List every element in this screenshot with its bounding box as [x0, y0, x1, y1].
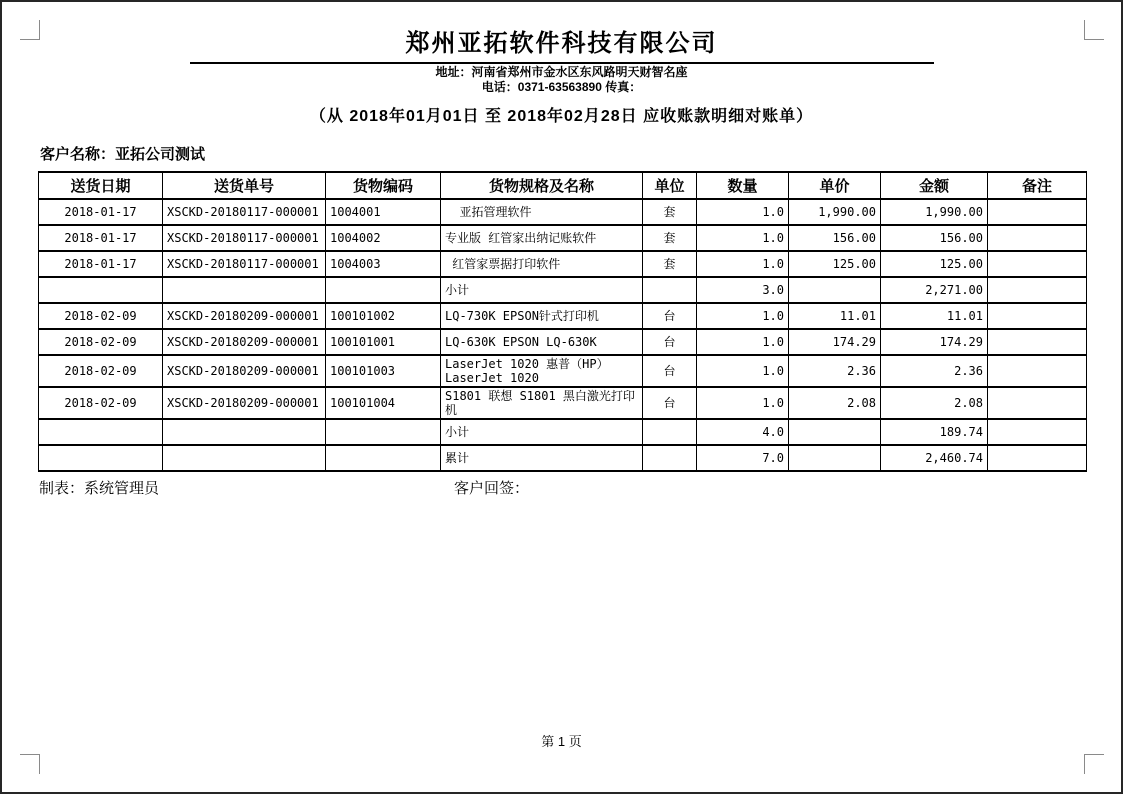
table-body	[39, 199, 1087, 471]
cell-delivery-date: 2018-01-17	[39, 225, 163, 251]
cell-unit-price: 156.00	[789, 225, 881, 251]
cell-unit: 台	[643, 329, 697, 355]
cell-item-name: LaserJet 1020 惠普（HP）LaserJet 1020	[441, 355, 643, 387]
cell-delivery-no	[163, 277, 326, 303]
cell-delivery-date: 2018-02-09	[39, 329, 163, 355]
cell-item-code	[326, 445, 441, 471]
cell-qty: 3.0	[697, 277, 789, 303]
table-row	[39, 199, 1087, 225]
cell-remark	[988, 387, 1087, 419]
cell-amount: 2,271.00	[881, 277, 988, 303]
company-name: 郑州亚拓软件科技有限公司	[405, 31, 718, 57]
cell-remark	[988, 199, 1087, 225]
cell-delivery-date	[39, 277, 163, 303]
margin-crop-mark-bottom-left	[20, 754, 40, 774]
cell-unit: 套	[643, 225, 697, 251]
table-row	[39, 355, 1087, 387]
cell-amount: 189.74	[881, 419, 988, 445]
cell-item-name: 小计	[441, 277, 643, 303]
cell-amount: 11.01	[881, 303, 988, 329]
cell-amount: 2,460.74	[881, 445, 988, 471]
cell-item-code: 100101004	[326, 387, 441, 419]
cell-item-name: 小计	[441, 419, 643, 445]
column-header-item-code: 货物编码	[326, 172, 441, 199]
cell-remark	[988, 303, 1087, 329]
cell-unit: 套	[643, 251, 697, 277]
cell-unit-price	[789, 277, 881, 303]
statement-title: （从 2018年01月01日 至 2018年02月28日 应收账款明细对账单）	[309, 108, 814, 125]
page-number: 第 1 页	[541, 734, 582, 749]
cell-unit	[643, 445, 697, 471]
cell-amount: 156.00	[881, 225, 988, 251]
cell-qty: 1.0	[697, 387, 789, 419]
cell-delivery-date: 2018-02-09	[39, 387, 163, 419]
cell-qty: 7.0	[697, 445, 789, 471]
column-header-unit: 单位	[643, 172, 697, 199]
cell-qty: 1.0	[697, 199, 789, 225]
customer-sign-label: 客户回签：	[454, 480, 530, 497]
preparer-label: 制表：系统管理员	[39, 480, 160, 497]
column-header-delivery-date: 送货日期	[39, 172, 163, 199]
cell-item-code: 100101001	[326, 329, 441, 355]
cell-delivery-no	[163, 419, 326, 445]
margin-crop-mark-top-left	[20, 20, 40, 40]
cell-remark	[988, 419, 1087, 445]
cell-remark	[988, 445, 1087, 471]
table-row	[39, 251, 1087, 277]
cell-delivery-no	[163, 445, 326, 471]
column-header-unit-price: 单价	[789, 172, 881, 199]
cell-remark	[988, 225, 1087, 251]
cell-unit-price: 11.01	[789, 303, 881, 329]
cell-delivery-date: 2018-01-17	[39, 251, 163, 277]
statement-table	[38, 171, 1087, 472]
cell-delivery-no: XSCKD-20180209-000001	[163, 387, 326, 419]
cell-qty: 1.0	[697, 303, 789, 329]
margin-crop-mark-bottom-right	[1084, 754, 1104, 774]
table-row	[39, 387, 1087, 419]
cell-item-name: 红管家票据打印软件	[441, 251, 643, 277]
table-row	[39, 303, 1087, 329]
cell-unit: 台	[643, 303, 697, 329]
cell-item-code: 1004002	[326, 225, 441, 251]
cell-item-code	[326, 419, 441, 445]
cell-qty: 1.0	[697, 329, 789, 355]
table-row	[39, 329, 1087, 355]
cell-item-name: 亚拓管理软件	[441, 199, 643, 225]
cell-remark	[988, 329, 1087, 355]
column-header-amount: 金额	[881, 172, 988, 199]
title-underline	[190, 62, 934, 64]
cell-unit-price: 174.29	[789, 329, 881, 355]
table-row	[39, 445, 1087, 471]
cell-amount: 174.29	[881, 329, 988, 355]
cell-amount: 2.08	[881, 387, 988, 419]
cell-item-name: 累计	[441, 445, 643, 471]
cell-item-name: S1801 联想 S1801 黑白激光打印机	[441, 387, 643, 419]
cell-unit: 套	[643, 199, 697, 225]
cell-item-name: LQ-730K EPSON针式打印机	[441, 303, 643, 329]
cell-delivery-date: 2018-01-17	[39, 199, 163, 225]
document-body	[2, 2, 1121, 497]
cell-unit	[643, 419, 697, 445]
cell-unit-price: 2.36	[789, 355, 881, 387]
cell-qty: 1.0	[697, 225, 789, 251]
column-header-qty: 数量	[697, 172, 789, 199]
column-header-remark: 备注	[988, 172, 1087, 199]
header-row	[39, 172, 1087, 199]
cell-unit: 台	[643, 355, 697, 387]
margin-crop-mark-top-right	[1084, 20, 1104, 40]
cell-amount: 1,990.00	[881, 199, 988, 225]
cell-delivery-no: XSCKD-20180117-000001	[163, 199, 326, 225]
cell-delivery-no: XSCKD-20180209-000001	[163, 303, 326, 329]
cell-item-name: 专业版 红管家出纳记账软件	[441, 225, 643, 251]
cell-delivery-no: XSCKD-20180117-000001	[163, 251, 326, 277]
cell-delivery-date	[39, 445, 163, 471]
customer-name: 客户名称：亚拓公司测试	[40, 146, 206, 163]
cell-unit: 台	[643, 387, 697, 419]
cell-unit-price: 125.00	[789, 251, 881, 277]
cell-delivery-no: XSCKD-20180117-000001	[163, 225, 326, 251]
cell-qty: 1.0	[697, 355, 789, 387]
table-header	[39, 172, 1087, 199]
phone-fax-line: 电话：0371-63563890 传真：	[481, 80, 642, 94]
cell-item-name: LQ-630K EPSON LQ-630K	[441, 329, 643, 355]
cell-unit-price: 1,990.00	[789, 199, 881, 225]
cell-remark	[988, 277, 1087, 303]
cell-delivery-date	[39, 419, 163, 445]
cell-unit	[643, 277, 697, 303]
cell-qty: 1.0	[697, 251, 789, 277]
cell-remark	[988, 251, 1087, 277]
cell-item-code: 100101003	[326, 355, 441, 387]
cell-item-code	[326, 277, 441, 303]
cell-unit-price: 2.08	[789, 387, 881, 419]
table-row	[39, 225, 1087, 251]
column-header-delivery-no: 送货单号	[163, 172, 326, 199]
cell-qty: 4.0	[697, 419, 789, 445]
footer-row	[2, 477, 1121, 497]
cell-amount: 125.00	[881, 251, 988, 277]
cell-delivery-date: 2018-02-09	[39, 303, 163, 329]
table-row	[39, 277, 1087, 303]
cell-unit-price	[789, 445, 881, 471]
cell-item-code: 1004001	[326, 199, 441, 225]
column-header-item-name: 货物规格及名称	[441, 172, 643, 199]
cell-amount: 2.36	[881, 355, 988, 387]
table-row	[39, 419, 1087, 445]
cell-unit-price	[789, 419, 881, 445]
cell-delivery-no: XSCKD-20180209-000001	[163, 329, 326, 355]
cell-delivery-no: XSCKD-20180209-000001	[163, 355, 326, 387]
cell-item-code: 1004003	[326, 251, 441, 277]
cell-delivery-date: 2018-02-09	[39, 355, 163, 387]
address-line: 地址：河南省郑州市金水区东风路明天财智名座	[435, 65, 688, 79]
cell-remark	[988, 355, 1087, 387]
cell-item-code: 100101002	[326, 303, 441, 329]
